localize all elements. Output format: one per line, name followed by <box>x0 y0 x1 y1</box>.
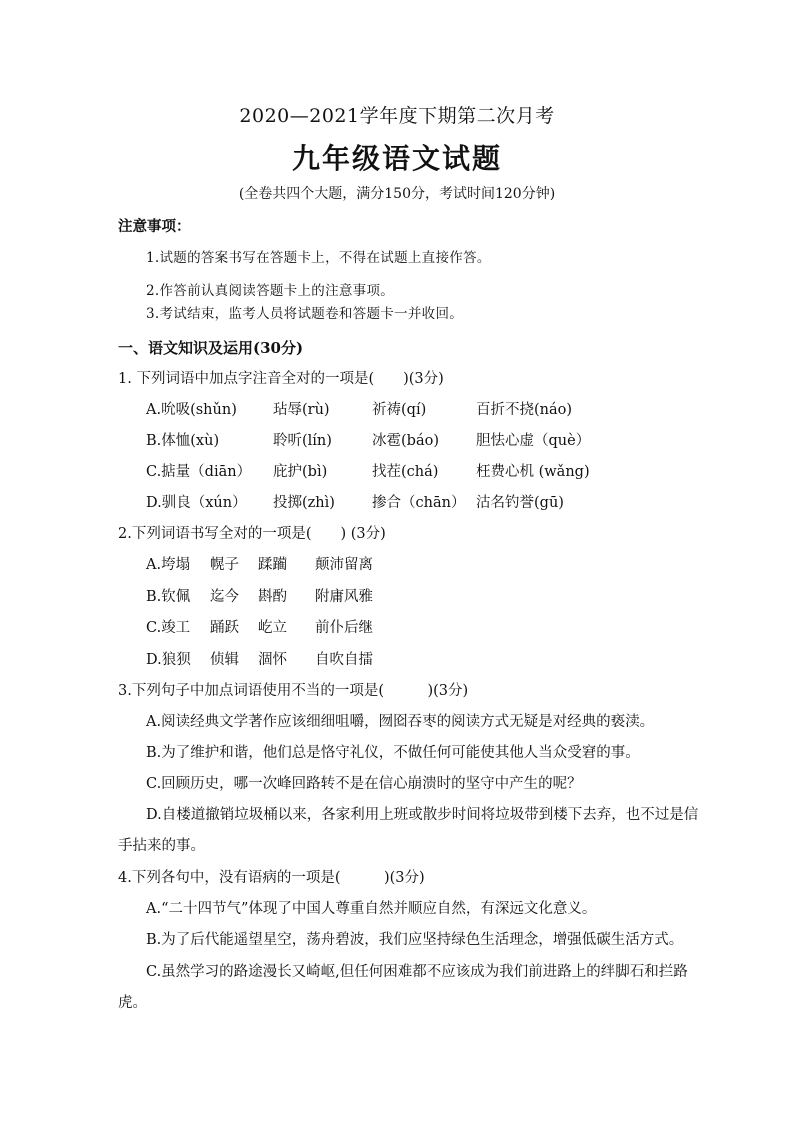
option-c-col1: C.竣工 <box>146 620 191 636</box>
option-d-col4: 自吹自擂 <box>315 652 373 668</box>
option-c-col1: C.掂量（diān） <box>146 464 252 480</box>
option-b-col4: 附庸风雅 <box>315 589 373 605</box>
exam-info: (全卷共四个大题，满分150分，考试时间120分钟) <box>238 186 556 202</box>
option-a: A.“二十四节气”体现了中国人尊重自然并顺应自然，有深远文化意义。 <box>146 901 597 917</box>
option-a-col2: 幌子 <box>210 557 239 573</box>
option-b-col1: B.钦佩 <box>146 589 191 605</box>
option-d-col2: 侦辑 <box>210 652 239 668</box>
option-c: C.回顾历史，哪一次峰回路转不是在信心崩溃时的坚守中产生的呢？ <box>146 776 582 792</box>
option-a: A.阅读经典文学著作应该细细咀嚼，囫囵吞枣的阅读方式无疑是对经典的亵渎。 <box>146 714 655 730</box>
option-a-col1: A.吮吸(shǔn) <box>146 402 237 418</box>
notice-item: 1.试题的答案书写在答题卡上，不得在试题上直接作答。 <box>146 250 491 266</box>
question-stem: 3.下列句子中加点词语使用不当的一项是( )(3分) <box>118 683 469 699</box>
option-c-col3: 找茬(chá) <box>372 464 439 480</box>
option-d-col4: 沽名钓誉(gū) <box>476 495 564 511</box>
question-stem: 2.下列词语书写全对的一项是( ) (3分) <box>118 526 386 542</box>
option-c: C.虽然学习的路途漫长又崎岖,但任何困难都不应该成为我们前进路上的绊脚石和拦路 <box>146 964 688 980</box>
option-d-continued: 手拈来的事。 <box>118 838 205 854</box>
option-a-col4: 百折不挠(náo) <box>476 402 573 418</box>
option-b: B.为了后代能遥望星空，荡舟碧波，我们应坚持绿色生活理念，增强低碳生活方式。 <box>146 932 684 948</box>
option-d-col3: 涸怀 <box>258 652 287 668</box>
question-stem: 4.下列各句中，没有语病的一项是( )(3分) <box>118 870 425 886</box>
option-d-col1: D.驯良（xún） <box>146 495 247 511</box>
option-c-col3: 屹立 <box>258 620 287 636</box>
section-heading: 一、语文知识及运用(30分) <box>118 339 304 357</box>
option-a-col3: 祈祷(qí) <box>372 402 427 418</box>
option-c-col4: 枉费心机 (wǎng) <box>476 464 590 480</box>
exam-main-title: 九年级语文试题 <box>291 142 502 175</box>
option-b-col3: 斟酌 <box>258 589 287 605</box>
option-b-col1: B.体恤(xù) <box>146 433 220 449</box>
option-c-continued: 虎。 <box>118 995 147 1011</box>
option-b-col3: 冰雹(báo) <box>372 433 439 449</box>
option-d-col2: 投掷(zhì) <box>273 495 335 511</box>
option-b: B.为了维护和谐，他们总是恪守礼仪，不做任何可能使其他人当众受窘的事。 <box>146 745 640 761</box>
option-a-col1: A.垮塌 <box>146 557 191 573</box>
option-d-col3: 掺合（chān） <box>372 495 466 511</box>
option-b-col2: 聆听(lín) <box>273 433 332 449</box>
option-c-col2: 踊跃 <box>210 620 239 636</box>
option-a-col2: 玷辱(rù) <box>273 402 330 418</box>
option-b-col4: 胆怯心虚（què） <box>476 433 591 449</box>
exam-term-title: 2020—2021学年度下期第二次月考 <box>239 105 555 127</box>
option-d-col1: D.狼狈 <box>146 652 191 668</box>
option-c-col2: 庇护(bì) <box>273 464 328 480</box>
notice-item: 2.作答前认真阅读答题卡上的注意事项。 <box>146 283 395 299</box>
notice-heading: 注意事项： <box>118 218 191 235</box>
option-a-col4: 颠沛留离 <box>315 557 373 573</box>
question-stem: 1. 下列词语中加点字注音全对的一项是( )(3分) <box>118 371 444 387</box>
option-a-col3: 蹂躏 <box>258 557 287 573</box>
option-c-col4: 前仆后继 <box>315 620 373 636</box>
notice-item: 3.考试结束，监考人员将试题卷和答题卡一并收回。 <box>146 306 464 322</box>
option-d: D.自楼道撤销垃圾桶以来，各家利用上班或散步时间将垃圾带到楼下去弃，也不过是信 <box>146 807 699 823</box>
option-b-col2: 迄今 <box>210 589 239 605</box>
